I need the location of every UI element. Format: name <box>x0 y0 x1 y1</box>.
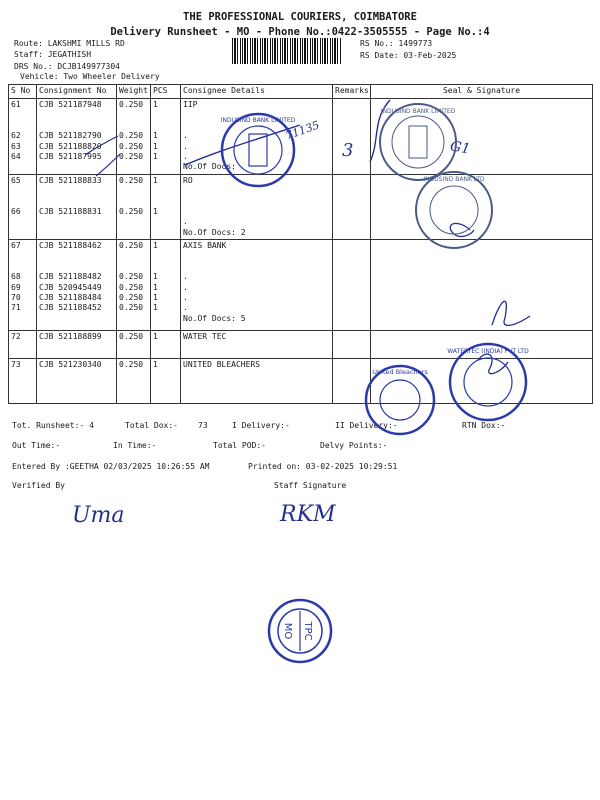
cell-line: 0.250 <box>119 272 144 282</box>
consignee-line: . <box>183 131 188 141</box>
cell-line: 1 <box>153 360 158 370</box>
consignee-line <box>183 197 330 207</box>
remarks-cell <box>333 99 371 175</box>
cell-line <box>119 121 148 131</box>
consignee-line: RO <box>183 175 193 185</box>
cell-line <box>119 197 148 207</box>
col-header: S No <box>9 85 37 99</box>
consignee-line: . <box>183 141 188 151</box>
cell-line <box>153 121 178 131</box>
vehicle: Vehicle: Two Wheeler Delivery <box>20 72 160 81</box>
consignee-line: No.Of Docs: 5 <box>183 313 246 323</box>
verified-signature: Uma <box>72 503 125 528</box>
cell-line: CJB 521187948 <box>39 100 102 109</box>
watertec-stamp <box>446 340 530 424</box>
united-bleachers-stamp <box>362 362 438 438</box>
stamp-tpc: TPC <box>302 621 313 641</box>
cell-line: 0.250 <box>119 282 144 292</box>
rs-date: RS Date: 03-Feb-2025 <box>360 51 457 60</box>
tpc-mo-stamp <box>265 596 335 666</box>
cell-line: CJB 521188484 <box>39 293 102 303</box>
cell-line: 64 <box>11 151 21 161</box>
table-cell <box>37 174 117 239</box>
entered-by: Entered By :GEETHA 02/03/2025 10:26:55 AM <box>12 462 210 471</box>
table-cell <box>151 99 181 175</box>
cell-line <box>39 110 114 120</box>
staff: Staff: JEGATHISH <box>14 50 92 59</box>
cell-line <box>11 186 34 196</box>
cell-line: 1 <box>153 332 158 342</box>
cell-line <box>39 251 114 261</box>
table-cell <box>117 359 151 404</box>
cell-line: 1 <box>153 131 158 141</box>
printed-on: Printed on: 03-02-2025 10:29:51 <box>248 462 398 471</box>
cell-line: 69 <box>11 282 21 292</box>
cell-line: 65 <box>11 175 21 185</box>
table-cell <box>37 99 117 175</box>
cell-line: 1 <box>153 282 158 292</box>
cell-line: 1 <box>153 272 158 282</box>
consignee-line: . <box>183 217 188 227</box>
col-header: Remarks <box>333 85 371 99</box>
cell-line: CJB 521230340 <box>39 360 102 370</box>
cell-line: 0.250 <box>119 151 144 161</box>
cell-line: 0.250 <box>119 360 144 370</box>
out-time: Out Time:- <box>12 441 61 450</box>
consignee-cell <box>181 331 333 359</box>
cell-line <box>119 186 148 196</box>
cell-line: 1 <box>153 100 158 109</box>
table-cell <box>151 359 181 404</box>
cell-line <box>11 197 34 207</box>
table-row <box>9 174 593 239</box>
cell-line <box>39 262 114 272</box>
col-header: Weight <box>117 85 151 99</box>
remarks-cell <box>333 240 371 331</box>
table-cell <box>117 99 151 175</box>
cell-line: 63 <box>11 141 21 151</box>
cell-line: CJB 521188831 <box>39 206 102 216</box>
stamp-text: INDUSIND BANK LIMITED <box>220 117 296 124</box>
table-header-row <box>9 85 593 99</box>
cell-line <box>153 186 178 196</box>
consignee-line: No.Of Docs: 2 <box>183 227 246 237</box>
cell-line <box>119 262 148 272</box>
i-delivery: I Delivery:- <box>232 421 290 430</box>
cell-line: CJB 521188462 <box>39 241 102 251</box>
table-cell <box>9 359 37 404</box>
cell-line: 62 <box>11 131 21 141</box>
consignee-line: No.Of Docs: <box>183 162 236 172</box>
table-cell <box>9 174 37 239</box>
cell-line: 71 <box>11 303 21 313</box>
signature-g1: G1 <box>448 138 472 158</box>
consignee-line: . <box>183 272 188 282</box>
col-header: Consignment No <box>37 85 117 99</box>
cell-line <box>39 186 114 196</box>
consignee-line: . <box>183 293 188 303</box>
table-cell <box>151 174 181 239</box>
cell-line: 1 <box>153 175 158 185</box>
consignee-line: . <box>183 303 188 313</box>
consignee-line <box>183 262 330 272</box>
col-header: Consignee Details <box>181 85 333 99</box>
cell-line: CJB 521188482 <box>39 272 102 282</box>
indusind-stamp-3 <box>412 168 496 252</box>
cell-line: CJB 521188833 <box>39 175 102 185</box>
cell-line <box>11 121 34 131</box>
cell-line: 0.250 <box>119 131 144 141</box>
cell-line: 1 <box>153 303 158 313</box>
consignee-line: . <box>183 282 188 292</box>
runsheet-title: Delivery Runsheet - MO - Phone No.:0422-3505555 - Page No.:4 <box>110 26 490 38</box>
ii-delivery: II Delivery:- <box>335 421 398 430</box>
cell-line <box>11 251 34 261</box>
table-cell <box>117 240 151 331</box>
cell-line: 0.250 <box>119 293 144 303</box>
stamp-mo: MO <box>282 622 293 640</box>
stamp-text: INDUSIND BANK LIMITED <box>380 108 456 115</box>
cell-line: CJB 521188452 <box>39 303 102 313</box>
tot-runsheet: Tot. Runsheet:- 4 <box>12 421 94 430</box>
cell-line: 0.250 <box>119 175 144 185</box>
table-cell <box>9 331 37 359</box>
remarks-cell <box>333 331 371 359</box>
col-header: Seal & Signature <box>371 85 593 99</box>
rs-number: RS No.: 1499773 <box>360 39 433 48</box>
total-dox-value: 73 <box>198 421 208 430</box>
verified-by: Verified By <box>12 481 65 490</box>
cell-line: 0.250 <box>119 241 144 251</box>
company-title: THE PROFESSIONAL COURIERS, COIMBATORE <box>183 11 417 23</box>
cell-line: 0.250 <box>119 100 144 109</box>
cell-line: 70 <box>11 293 21 303</box>
cell-line: 72 <box>11 332 21 342</box>
indusind-stamp-1 <box>218 110 298 190</box>
consignee-line <box>183 207 330 217</box>
cell-line: CJB 521188899 <box>39 332 102 342</box>
stamp-text: WATERTEC (INDIA) PVT LTD <box>447 348 529 355</box>
table-cell <box>37 359 117 404</box>
route: Route: LAKSHMI MILLS RD <box>14 39 125 48</box>
drs-number: DRS No.: DCJB149977304 <box>14 62 120 71</box>
cell-line <box>119 251 148 261</box>
col-header: PCS <box>151 85 181 99</box>
cell-line <box>153 251 178 261</box>
cell-line: CJB 521182790 <box>39 131 102 141</box>
cell-line: 0.250 <box>119 141 144 151</box>
stamp-text: INDUSIND BANK LTD <box>423 176 485 183</box>
cell-line: 1 <box>153 241 158 251</box>
table-row <box>9 240 593 331</box>
consignee-line <box>183 251 330 261</box>
cell-line: 0.250 <box>119 303 144 313</box>
cell-line <box>39 197 114 207</box>
cell-line <box>11 110 34 120</box>
table-cell <box>151 331 181 359</box>
cell-line <box>11 262 34 272</box>
cell-line: CJB 520945449 <box>39 282 102 292</box>
total-pod: Total POD:- <box>213 441 266 450</box>
cell-line: 73 <box>11 360 21 370</box>
table-cell <box>37 240 117 331</box>
remarks-cell <box>333 174 371 239</box>
consignee-line: AXIS BANK <box>183 241 227 251</box>
cell-line <box>153 110 178 120</box>
table-cell <box>151 240 181 331</box>
consignee-line: . <box>183 151 188 161</box>
number-note: 71135 <box>283 118 322 143</box>
seal-cell <box>371 240 593 331</box>
cell-line <box>119 110 148 120</box>
delvy-points: Delvy Points:- <box>320 441 388 450</box>
cell-line: 0.250 <box>119 332 144 342</box>
cell-line: CJB 521188820 <box>39 141 102 151</box>
cell-line: 0.250 <box>119 206 144 216</box>
staff-signature-label: Staff Signature <box>274 481 347 490</box>
cell-line: 1 <box>153 141 158 151</box>
consignee-cell <box>181 359 333 404</box>
table-cell <box>117 174 151 239</box>
stamp-text: United Bleachers <box>372 368 428 376</box>
cell-line: CJB 521187995 <box>39 151 102 161</box>
staff-handwritten-signature: RKM <box>280 502 336 527</box>
consignee-cell <box>181 240 333 331</box>
cell-line: 61 <box>11 100 21 109</box>
consignee-line: WATER TEC <box>183 332 227 342</box>
cell-line: 1 <box>153 206 158 216</box>
cell-line: 1 <box>153 151 158 161</box>
in-time: In Time:- <box>113 441 157 450</box>
barcode <box>232 38 342 64</box>
cell-line <box>153 197 178 207</box>
cell-line: 1 <box>153 293 158 303</box>
table-cell <box>117 331 151 359</box>
table-cell <box>37 331 117 359</box>
table-cell <box>9 99 37 175</box>
cell-line <box>153 262 178 272</box>
consignee-line: UNITED BLEACHERS <box>183 360 261 370</box>
remark-note: 3 <box>342 140 354 161</box>
cell-line: 66 <box>11 206 21 216</box>
rtn-dox: RTN Dox:- <box>462 421 506 430</box>
cell-line <box>39 121 114 131</box>
total-dox-label: Total Dox:- <box>125 421 178 430</box>
table-cell <box>9 240 37 331</box>
cell-line: 67 <box>11 241 21 251</box>
consignee-line: IIP <box>183 100 198 109</box>
cell-line: 68 <box>11 272 21 282</box>
